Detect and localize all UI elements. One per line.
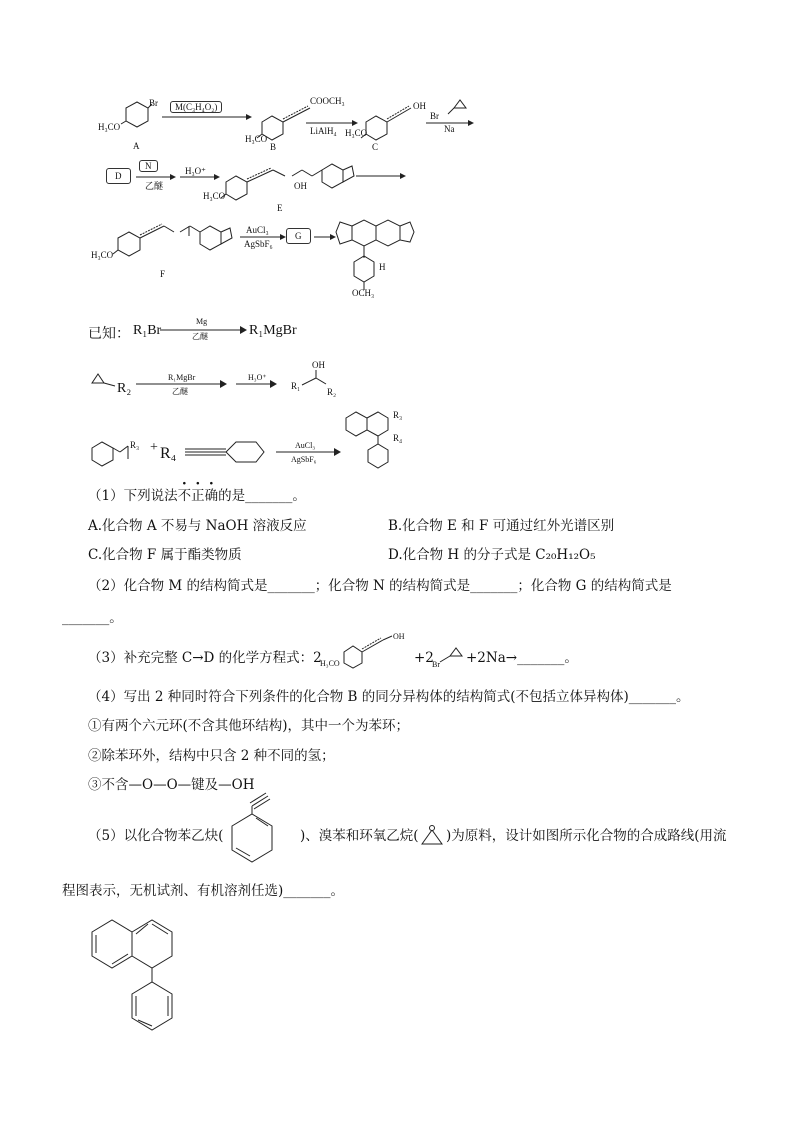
q5-line-2: 程图表示，无机试剂、有机溶剂任选)_______。: [62, 883, 345, 899]
known-ether-1: 乙醚: [192, 332, 208, 341]
q2-line-1: （2）化合物 M 的结构简式是_______；化合物 N 的结构简式是_______；化合物 G 的结构简式是: [88, 578, 672, 594]
methoxy-label-F: H₃CO: [91, 250, 114, 260]
known-r4-product: R₄: [393, 433, 403, 443]
q4-condition-2: ②除苯环外，结构中只含 2 种不同的氢；: [88, 748, 335, 764]
q1-emph-3: 确: [204, 488, 219, 504]
q1-option-b: B.化合物 E 和 F 可通过红外光谱区别: [388, 518, 615, 534]
q3-bromo: Br: [432, 660, 440, 669]
known-ether-2: 乙醚: [172, 387, 188, 396]
q3-prefix: （3）补充完整 C→D 的化学方程式：2: [88, 650, 322, 666]
known-r3: R₃: [130, 440, 140, 450]
q4-stem: （4）写出 2 种同时符合下列条件的化合物 B 的同分异构体的结构简式(不包括立体异构体)_______。: [88, 689, 690, 705]
q5-text-b: )、溴苯和环氧乙烷(: [300, 828, 419, 844]
reagent-N-box: N: [139, 160, 158, 172]
q3-tail: +2Na→_______。: [466, 650, 578, 666]
known-aucl3: AuCl₃: [295, 441, 316, 450]
known-hydronium: H₃O⁺: [248, 373, 267, 382]
known-r1-product: R₁: [291, 381, 301, 391]
compound-label-B: B: [270, 142, 277, 152]
ether-label-1: 乙醚: [145, 181, 164, 191]
methoxy-label-A: H₃CO: [98, 122, 121, 132]
known-mg: Mg: [196, 317, 208, 326]
q1-stem-b: 的是_______。: [218, 488, 306, 504]
reagent-AuCl3: AuCl₃: [246, 225, 269, 235]
known-r1br: R₁Br: [133, 323, 162, 338]
reagent-hydronium: H₃O⁺: [185, 166, 206, 176]
q2-line-2: _______。: [62, 610, 123, 626]
q4-condition-1: ①有两个六元环(不含其他环结构)，其中一个为苯环；: [88, 718, 410, 734]
methoxy-label-C: H₃CO: [345, 128, 368, 138]
q1-option-c: C.化合物 F 属于酯类物质: [88, 547, 242, 563]
q3-methoxy: H₃CO: [320, 659, 340, 668]
known-agsbf6: AgSbF₆: [291, 455, 317, 464]
q4-condition-3: ③不含—O—O—键及—OH: [88, 777, 255, 793]
q3-hydroxyl: OH: [393, 632, 405, 641]
compound-label-E: E: [277, 203, 283, 213]
reagent-LiAlH4: LiAlH₄: [310, 126, 337, 136]
reagent-M-box: M(C₃H₄O₂): [170, 101, 222, 113]
q5-text-c: )为原料，设计如图所示化合物的合成路线(用流: [446, 828, 727, 844]
bromo-label-A: Br: [149, 98, 158, 108]
q1-option-d: D.化合物 H 的分子式是 C₂₀H₁₂O₅: [388, 547, 596, 563]
known-prefix: 已知：: [88, 327, 130, 342]
reagent-bromide: Br: [430, 111, 439, 121]
known-r1mgbr: R₁MgBr: [249, 323, 297, 338]
known-r2-product: R₂: [327, 387, 337, 397]
ester-label-B: COOCH₃: [310, 96, 345, 106]
q1-emph-1: 不: [177, 488, 192, 504]
methoxy-label-E: H₃CO: [203, 191, 226, 201]
hydroxyl-label-C: OH: [413, 101, 426, 111]
q1-option-a: A.化合物 A 不易与 NaOH 溶液反应: [88, 518, 307, 534]
compound-label-F: F: [160, 269, 166, 279]
q1-stem-a: （1）下列说法: [88, 488, 178, 504]
compound-G-box: G: [286, 228, 311, 244]
compound-label-A: A: [133, 141, 140, 151]
known-plus: +: [150, 440, 158, 455]
compound-label-C: C: [372, 142, 379, 152]
known-r4: R₄: [160, 445, 177, 462]
hydroxyl-label-E: OH: [294, 181, 307, 191]
q5-text-a: （5）以化合物苯乙炔(: [88, 828, 224, 844]
compound-D-box: D: [106, 168, 131, 184]
compound-label-H: H: [379, 262, 386, 272]
methoxy-label-H: OCH₃: [352, 288, 375, 298]
known-r3-product: R₃: [393, 410, 403, 420]
q1-emph-2: 正: [191, 488, 205, 504]
q3-plus-2: +2: [414, 650, 434, 666]
reagent-AgSbF6: AgSbF₆: [244, 239, 273, 249]
reagent-Na: Na: [444, 124, 455, 134]
methoxy-label-B: H₃CO: [245, 134, 268, 144]
known-r2: R₂: [117, 381, 132, 396]
known-r1mgbr-reagent: R₁MgBr: [168, 373, 196, 382]
known-oh: OH: [312, 360, 325, 370]
